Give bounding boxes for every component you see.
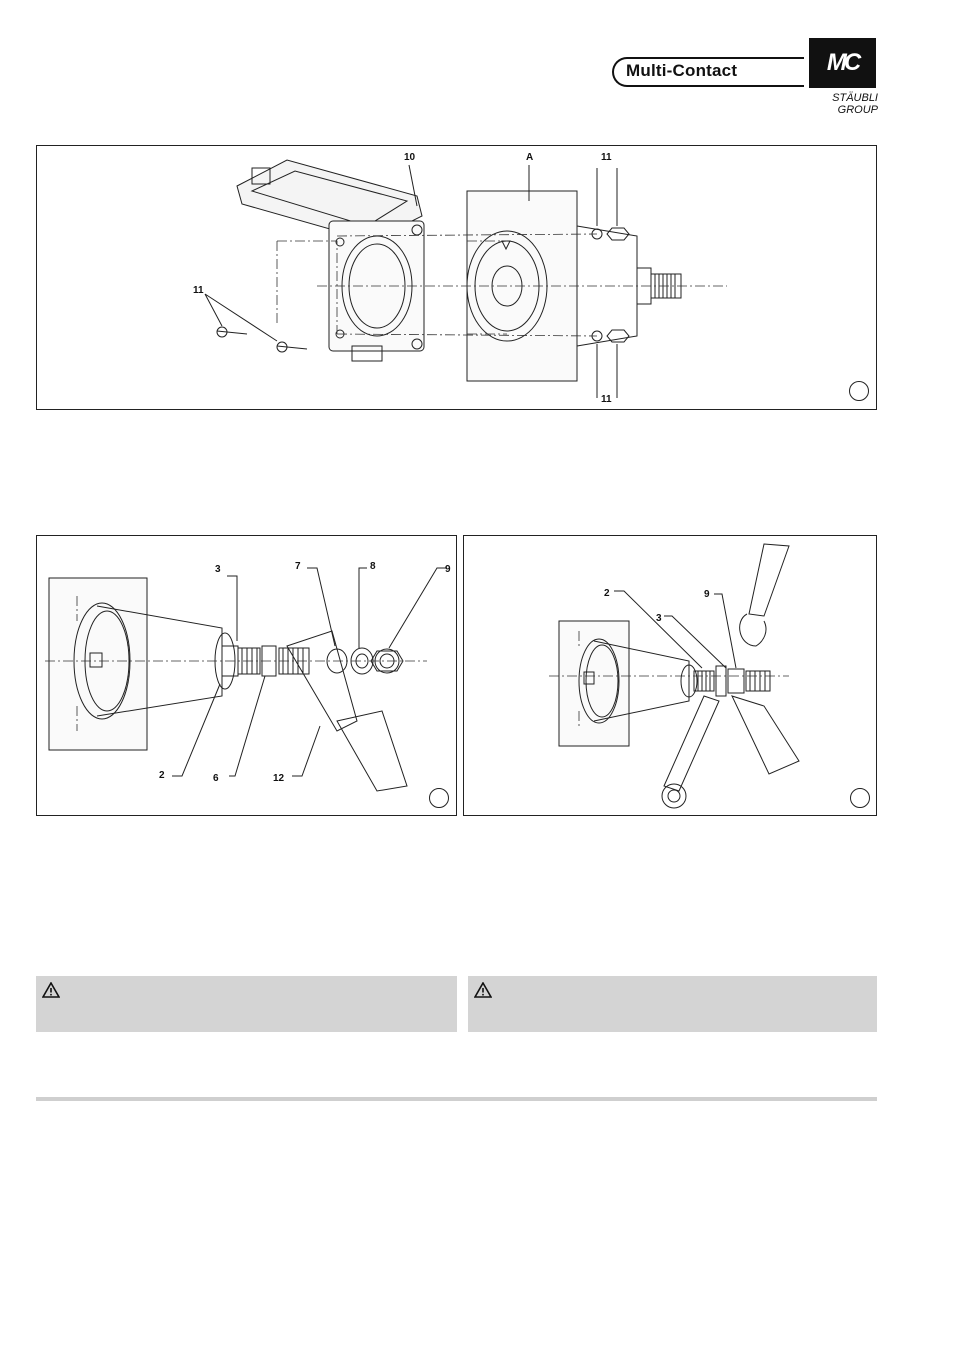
label-3: 3 xyxy=(215,564,221,575)
figure-2-drawing xyxy=(37,536,458,817)
figure-3-drawing xyxy=(464,536,878,817)
warning-triangle-icon xyxy=(474,982,492,1003)
warning-box-left xyxy=(36,976,457,1032)
label-9: 9 xyxy=(445,564,451,575)
figure-1-drawing xyxy=(37,146,878,411)
warning-triangle-icon xyxy=(42,982,60,1003)
label-10: 10 xyxy=(404,152,416,163)
figure-2-assembly xyxy=(36,535,457,816)
label-12: 12 xyxy=(273,773,285,784)
label-11-bottom: 11 xyxy=(601,394,612,405)
figure-number-circle xyxy=(429,788,449,808)
label-A: A xyxy=(526,152,534,163)
figure-1-exploded-view xyxy=(36,145,877,410)
mc-logo: MC xyxy=(809,38,876,88)
label-6: 6 xyxy=(213,773,219,784)
label-11-left: 11 xyxy=(193,285,204,296)
section-divider xyxy=(36,1097,877,1101)
group-name: STÄUBLI GROUP xyxy=(832,92,878,116)
warning-box-right xyxy=(468,976,877,1032)
figure-3-tightening xyxy=(463,535,877,816)
figure-number-circle xyxy=(849,381,869,401)
figure-number-circle xyxy=(850,788,870,808)
label-3: 3 xyxy=(656,613,662,624)
label-2: 2 xyxy=(604,588,610,599)
label-8: 8 xyxy=(370,561,376,572)
label-11-top: 11 xyxy=(601,152,612,163)
label-7: 7 xyxy=(295,561,301,572)
label-2: 2 xyxy=(159,770,165,781)
label-9: 9 xyxy=(704,589,710,600)
brand-name: Multi-Contact xyxy=(626,61,738,80)
